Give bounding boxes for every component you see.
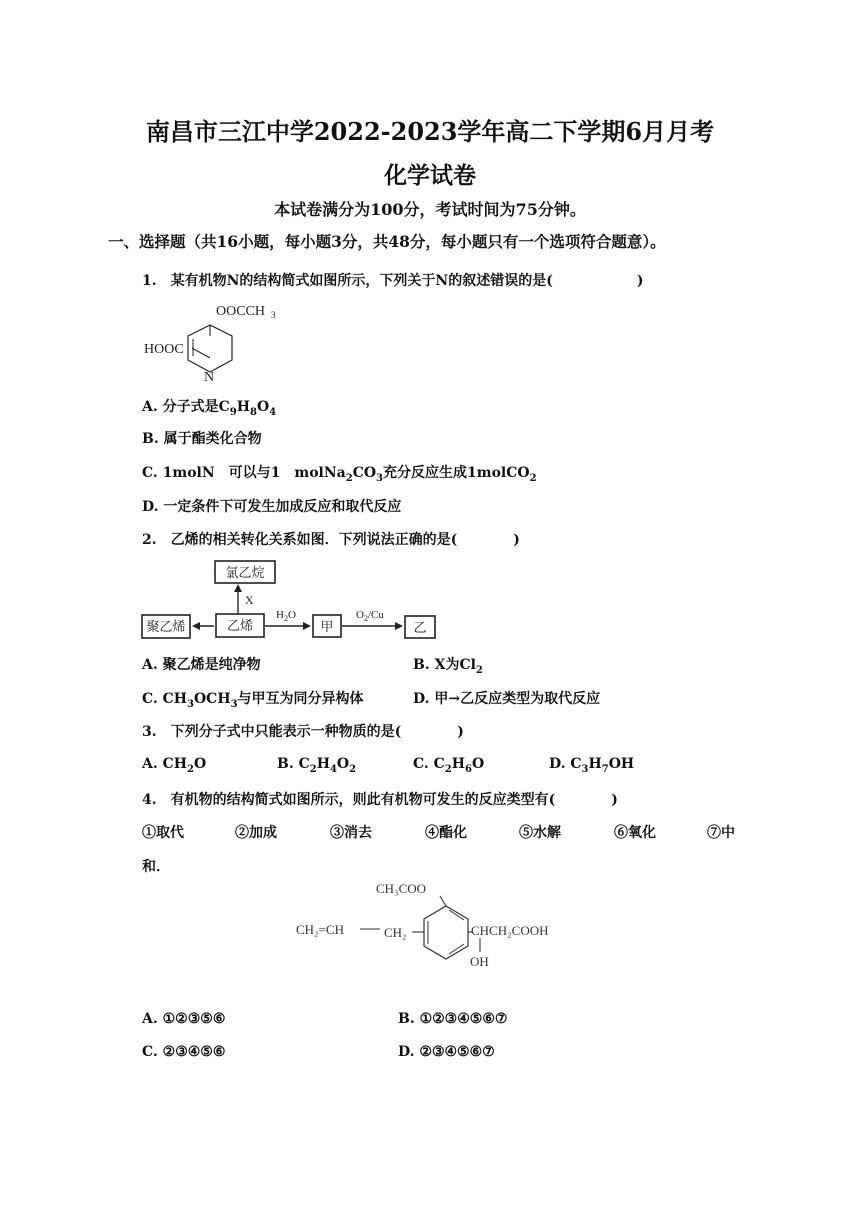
- q1-struct-top-sub: 3: [271, 310, 276, 320]
- svg-text:H2O: [276, 609, 296, 623]
- q3-option-c[interactable]: [413, 756, 484, 775]
- q2-label-h2o-tail: O: [287, 609, 296, 621]
- q2-option-d[interactable]: D. 甲→乙反应类型为取代反应: [413, 691, 601, 707]
- q4-option-c[interactable]: C. ②③④⑤⑥: [142, 1044, 226, 1060]
- q3-d-text: D. C: [549, 756, 582, 772]
- q4-struct-vinyl: CH₂=CH: [296, 922, 344, 937]
- q2-b-sub1: 2: [475, 664, 483, 676]
- q4-stem: 4. 有机物的结构简式如图所示，则此有机物可发生的反应类型有( ): [142, 792, 618, 808]
- q4-type-7: ⑦中: [707, 825, 735, 841]
- q3-c-mid2: O: [471, 756, 485, 772]
- q1-a-sub3: 4: [269, 406, 277, 418]
- q2-option-c[interactable]: [142, 688, 364, 710]
- q2-c-mid2: 与甲互为同分异构体: [237, 691, 364, 707]
- q4-struct-oh: OH: [470, 954, 489, 969]
- q1-c-mid1: CO: [352, 465, 377, 481]
- q3-b-sub2: 4: [329, 763, 337, 775]
- q1-c-sub1: 2: [345, 472, 353, 484]
- q3-d-sub2: 7: [601, 763, 609, 775]
- q1-c-sub3: 2: [529, 472, 537, 484]
- q2-c-text: C. CH: [142, 691, 188, 707]
- q1-struct-left: HOOC: [144, 342, 184, 357]
- q3-b-sub3: 2: [349, 763, 357, 775]
- q4-option-a[interactable]: A. ①②③⑤⑥: [142, 1011, 226, 1027]
- q4-type-3: ③消去: [330, 825, 372, 841]
- q3-b-mid2: O: [336, 756, 350, 772]
- q3-d-mid1: H: [588, 756, 602, 772]
- q3-b-mid1: H: [316, 756, 330, 772]
- q2-box-yi: 乙: [413, 620, 427, 635]
- q3-a-sub1: 2: [186, 763, 194, 775]
- q4-option-d[interactable]: D. ②③④⑤⑥⑦: [398, 1044, 495, 1060]
- q1-c-mid2: 充分反应生成1molCO: [383, 465, 530, 481]
- q3-c-mid1: H: [451, 756, 465, 772]
- q4-type-4: ④酯化: [425, 825, 467, 841]
- q1-a-sub2: 8: [249, 406, 257, 418]
- q4-type-1: ①取代: [142, 825, 184, 841]
- q4-type-5: ⑤水解: [519, 825, 561, 841]
- q2-c-sub2: 3: [230, 698, 238, 710]
- q2-box-jia: 甲: [320, 619, 334, 634]
- q1-option-c[interactable]: [142, 462, 537, 484]
- q2-box-chloroethane: 氯乙烷: [225, 565, 265, 580]
- q4-type-continuation: 和．: [142, 859, 170, 875]
- q1-option-a[interactable]: [142, 396, 276, 418]
- q3-option-d[interactable]: [549, 756, 634, 775]
- q2-c-sub1: 3: [187, 698, 194, 710]
- q1-c-text: C. 1molN 可以与1 molNa: [142, 465, 346, 481]
- q4-option-b[interactable]: B. ①②③④⑤⑥⑦: [398, 1011, 508, 1027]
- exam-subtitle: 化学试卷: [384, 162, 476, 189]
- q2-b-text: B. X为Cl: [413, 657, 476, 673]
- q3-option-a[interactable]: [142, 756, 206, 775]
- q3-c-sub1: 2: [444, 763, 452, 775]
- q3-d-sub1: 3: [581, 763, 589, 775]
- exam-note: 本试卷满分为100分，考试时间为75分钟。: [274, 200, 586, 219]
- q3-b-text: B. C: [277, 756, 310, 772]
- section-heading: 一、选择题（共16小题，每小题3分，共48分，每小题只有一个选项符合题意）。: [108, 232, 666, 251]
- q2-c-mid1: OCH: [193, 691, 231, 707]
- q2-option-b[interactable]: [413, 654, 483, 676]
- q3-a-text: A. CH: [142, 756, 187, 772]
- q1-a-mid2: O: [256, 399, 270, 415]
- q2-box-ethylene: 乙烯: [226, 618, 254, 633]
- q3-a-mid1: O: [193, 756, 207, 772]
- q1-structure-diagram: [140, 298, 290, 384]
- q3-d-mid2: OH: [608, 756, 635, 772]
- q2-label-o2cu-tail: /Cu: [367, 609, 384, 621]
- q2-label-x: X: [245, 593, 254, 607]
- q2-label-h2o: H: [276, 609, 284, 621]
- q3-c-sub2: 6: [465, 763, 472, 775]
- q3-option-b[interactable]: [277, 756, 356, 775]
- q1-stem: 1. 某有机物N的结构简式如图所示，下列关于N的叙述错误的是( ): [142, 273, 644, 289]
- q1-c-sub2: 3: [376, 472, 384, 484]
- q2-conversion-diagram: [140, 558, 450, 644]
- q1-option-b[interactable]: B. 属于酯类化合物: [142, 431, 262, 447]
- q4-structure-diagram: [294, 876, 574, 974]
- q3-stem: 3. 下列分子式中只能表示一种物质的是( ): [142, 724, 464, 740]
- q3-c-text: C. C: [413, 756, 445, 772]
- q1-a-text: A. 分子式是C: [142, 399, 230, 415]
- q4-struct-acetoxy: CH₃COO: [376, 881, 427, 896]
- q1-struct-top: OOCCH: [216, 304, 266, 319]
- q1-a-sub1: 9: [229, 406, 237, 418]
- q4-struct-chain: CHCH₂COOH: [471, 923, 549, 938]
- q2-label-h2o-sub: 2: [283, 614, 288, 623]
- q2-box-polyethylene: 聚乙烯: [146, 619, 186, 634]
- q2-label-o2cu: O: [356, 609, 364, 621]
- q1-struct-n: N: [204, 370, 215, 384]
- q4-struct-ch2: CH₂: [384, 925, 407, 940]
- q4-type-6: ⑥氧化: [614, 825, 656, 841]
- q4-type-2: ②加成: [235, 825, 277, 841]
- svg-text:O2/Cu: [356, 609, 384, 623]
- q1-option-d[interactable]: D. 一定条件下可发生加成反应和取代反应: [142, 499, 402, 515]
- q2-stem: 2. 乙烯的相关转化关系如图．下列说法正确的是( ): [142, 532, 520, 548]
- q3-b-sub1: 2: [309, 763, 317, 775]
- q2-option-a[interactable]: A. 聚乙烯是纯净物: [142, 657, 261, 673]
- q1-a-mid1: H: [236, 399, 250, 415]
- exam-title: 南昌市三江中学2022-2023学年高二下学期6月月考: [145, 117, 715, 146]
- q2-label-o2cu-sub: 2: [363, 614, 368, 623]
